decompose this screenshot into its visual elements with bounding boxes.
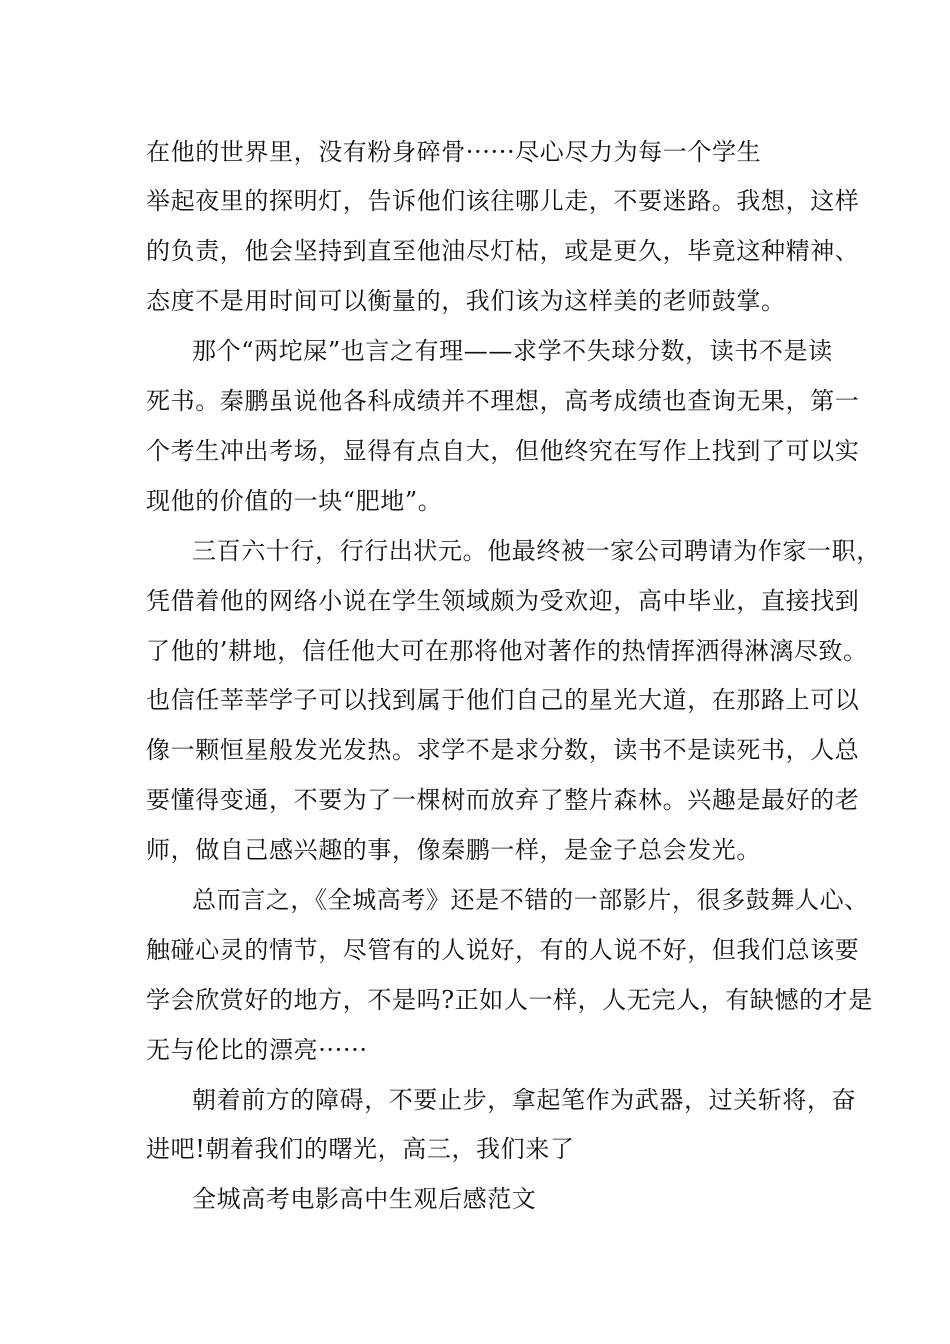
text-line: 要懂得变通，不要为了一棵树而放弃了整片森林。兴趣是最好的老 (146, 786, 860, 814)
text-line: 了他的’耕地，信任他大可在那将他对著作的热情挥洒得淋漓尽致。 (146, 637, 868, 665)
paragraph-start-line: 那个“两坨屎”也言之有理——求学不失球分数，读书不是读 (192, 337, 833, 365)
text-line: 无与伦比的漂亮······ (146, 1036, 368, 1064)
text-line: 学会欣赏好的地方，不是吗?正如人一样，人无完人，有缺憾的才是 (146, 986, 873, 1014)
text-line: 的负责，他会坚持到直至他油尽灯枯，或是更久，毕竟这种精神、 (146, 237, 860, 265)
paragraph-start-line: 朝着前方的障碍，不要止步，拿起笔作为武器，过关斩将，奋 (192, 1086, 857, 1114)
text-line: 现他的价值的一块“肥地”。 (146, 487, 443, 515)
text-line: 举起夜里的探明灯，告诉他们该往哪儿走，不要迷路。我想，这样 (146, 187, 860, 215)
text-line: 个考生冲出考场，显得有点自大，但他终究在写作上找到了可以实 (146, 437, 860, 465)
text-line: 凭借着他的网络小说在学生领域颇为受欢迎，高中毕业，直接找到 (146, 587, 860, 615)
paragraph-start-line: 总而言之，《全城高考》还是不错的一部影片，很多鼓舞人心、 (192, 886, 869, 914)
text-line: 也信任莘莘学子可以找到属于他们自己的星光大道，在那路上可以 (146, 686, 860, 714)
paragraph-start-line: 三百六十行，行行出状元。他最终被一家公司聘请为作家一职， (192, 537, 881, 565)
text-line: 触碰心灵的情节，尽管有的人说好，有的人说不好，但我们总该要 (146, 936, 860, 964)
section-title: 全城高考电影高中生观后感范文 (192, 1185, 537, 1213)
text-line: 死书。秦鹏虽说他各科成绩并不理想，高考成绩也查询无果，第一 (146, 387, 860, 415)
text-line: 师，做自己感兴趣的事，像秦鹏一样，是金子总会发光。 (146, 836, 761, 864)
text-line: 像一颗恒星般发光发热。求学不是求分数，读书不是读死书，人总 (146, 736, 860, 764)
text-line: 在他的世界里，没有粉身碎骨······尽心尽力为每一个学生 (146, 138, 762, 166)
text-line: 进吧!朝着我们的曙光，高三，我们来了 (146, 1135, 575, 1163)
text-line: 态度不是用时间可以衡量的，我们该为这样美的老师鼓掌。 (146, 287, 786, 315)
